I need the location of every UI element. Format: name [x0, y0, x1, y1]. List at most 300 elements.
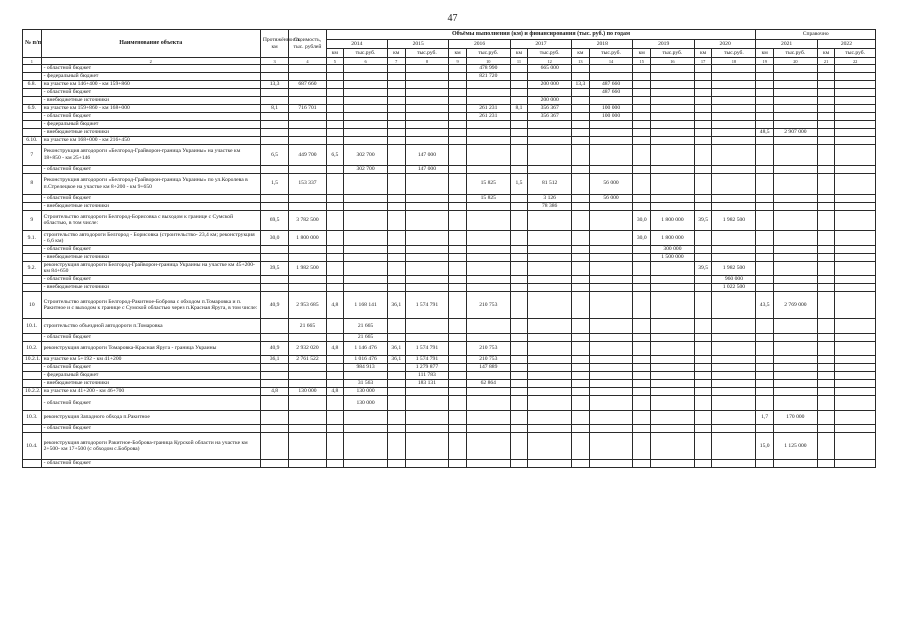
- rub-cell: [773, 424, 817, 432]
- object-name: - областной бюджет: [41, 113, 260, 121]
- km-cell: [694, 137, 712, 145]
- rub-cell: [712, 121, 756, 129]
- km-cell: [694, 89, 712, 97]
- header-unit-km: км: [694, 49, 712, 58]
- km-cell: [633, 261, 651, 275]
- rub-cell: [835, 292, 876, 319]
- rub-cell: [835, 81, 876, 89]
- km-cell: [572, 424, 590, 432]
- table-row: [23, 380, 876, 388]
- km-cell: [756, 253, 774, 261]
- rub-cell: [651, 113, 695, 121]
- length-cell: 13,3: [260, 81, 288, 89]
- km-cell: [817, 113, 835, 121]
- table-body: [23, 65, 876, 468]
- km-cell: [449, 165, 467, 173]
- table-row: [23, 284, 876, 292]
- km-cell: [449, 356, 467, 364]
- km-cell: [756, 356, 774, 364]
- length-cell: [260, 73, 288, 81]
- length-cell: [260, 372, 288, 380]
- rub-cell: [651, 65, 695, 73]
- rub-cell: [835, 231, 876, 245]
- km-cell: [387, 65, 405, 73]
- km-cell: [633, 460, 651, 468]
- column-number: 9: [449, 58, 467, 65]
- km-cell: [449, 276, 467, 284]
- rub-cell: 665 000: [528, 65, 572, 73]
- km-cell: [510, 410, 528, 424]
- length-cell: [260, 253, 288, 261]
- km-cell: [449, 396, 467, 410]
- rub-cell: [528, 73, 572, 81]
- km-cell: [756, 97, 774, 105]
- table-row: [23, 410, 876, 424]
- km-cell: [510, 356, 528, 364]
- length-cell: [260, 424, 288, 432]
- km-cell: [387, 460, 405, 468]
- rub-cell: [712, 372, 756, 380]
- column-number: 20: [773, 58, 817, 65]
- rub-cell: [835, 89, 876, 97]
- length-cell: [260, 276, 288, 284]
- rub-cell: 1 800 000: [651, 231, 695, 245]
- rub-cell: [712, 81, 756, 89]
- header-unit-rub: тыс.руб.: [528, 49, 572, 58]
- rub-cell: [344, 65, 388, 73]
- km-cell: [817, 432, 835, 459]
- km-cell: [449, 210, 467, 231]
- column-number: 6: [344, 58, 388, 65]
- header-unit-km: км: [326, 49, 344, 58]
- object-name: строительство объездной автодороги п.Томаровка: [41, 319, 260, 333]
- table-row: [23, 245, 876, 253]
- km-cell: [387, 319, 405, 333]
- rub-cell: [466, 145, 510, 166]
- rub-cell: [528, 319, 572, 333]
- rub-cell: [589, 284, 633, 292]
- rub-cell: [835, 460, 876, 468]
- km-cell: [694, 73, 712, 81]
- row-number: 6.10.: [23, 137, 42, 145]
- km-cell: [449, 261, 467, 275]
- rub-cell: [589, 292, 633, 319]
- rub-cell: [589, 210, 633, 231]
- km-cell: [817, 253, 835, 261]
- rub-cell: [589, 380, 633, 388]
- rub-cell: [712, 292, 756, 319]
- km-cell: [387, 424, 405, 432]
- column-number: 8: [405, 58, 449, 65]
- rub-cell: 147 000: [405, 165, 449, 173]
- km-cell: [449, 292, 467, 319]
- header-year: 2015: [387, 40, 448, 49]
- rub-cell: [773, 356, 817, 364]
- km-cell: [449, 333, 467, 341]
- km-cell: 36,1: [387, 292, 405, 319]
- rub-cell: [773, 231, 817, 245]
- table-row: [23, 81, 876, 89]
- km-cell: [449, 231, 467, 245]
- table-row: [23, 341, 876, 355]
- rub-cell: [651, 380, 695, 388]
- object-name: - внебюджетные источники: [41, 380, 260, 388]
- rub-cell: [773, 245, 817, 253]
- rub-cell: 1 574 791: [405, 292, 449, 319]
- km-cell: [449, 145, 467, 166]
- km-cell: [572, 231, 590, 245]
- row-number: 10.2.1.: [23, 356, 42, 364]
- km-cell: [326, 319, 344, 333]
- rub-cell: [405, 173, 449, 194]
- object-name: - федеральный бюджет: [41, 73, 260, 81]
- km-cell: [387, 432, 405, 459]
- rub-cell: [835, 333, 876, 341]
- km-cell: [572, 173, 590, 194]
- km-cell: [633, 284, 651, 292]
- rub-cell: 356 367: [528, 113, 572, 121]
- row-number: [23, 89, 42, 97]
- km-cell: [756, 460, 774, 468]
- row-number: 10.2.: [23, 341, 42, 355]
- km-cell: [756, 89, 774, 97]
- header-unit-km: км: [817, 49, 835, 58]
- rub-cell: [589, 129, 633, 137]
- km-cell: [756, 105, 774, 113]
- km-cell: [572, 388, 590, 396]
- km-cell: [387, 73, 405, 81]
- column-number: 4: [289, 58, 326, 65]
- km-cell: [510, 424, 528, 432]
- length-cell: [260, 113, 288, 121]
- km-cell: [572, 319, 590, 333]
- rub-cell: [835, 284, 876, 292]
- km-cell: [510, 372, 528, 380]
- km-cell: [449, 137, 467, 145]
- km-cell: [510, 432, 528, 459]
- rub-cell: 478 990: [466, 65, 510, 73]
- object-name: реконструкция Западного обхода п.Ракитное: [41, 410, 260, 424]
- km-cell: [387, 388, 405, 396]
- km-cell: [387, 121, 405, 129]
- rub-cell: [835, 261, 876, 275]
- object-name: - внебюджетные источники: [41, 129, 260, 137]
- km-cell: [326, 333, 344, 341]
- km-cell: [694, 341, 712, 355]
- km-cell: [326, 356, 344, 364]
- length-cell: [260, 396, 288, 410]
- km-cell: [572, 276, 590, 284]
- km-cell: [817, 372, 835, 380]
- km-cell: [449, 89, 467, 97]
- km-cell: [756, 396, 774, 410]
- cost-cell: [289, 396, 326, 410]
- km-cell: [326, 129, 344, 137]
- km-cell: [387, 261, 405, 275]
- object-name: - областной бюджет: [41, 276, 260, 284]
- rub-cell: [651, 292, 695, 319]
- table-row: [23, 364, 876, 372]
- km-cell: 43,5: [756, 292, 774, 319]
- rub-cell: [589, 231, 633, 245]
- rub-cell: [712, 432, 756, 459]
- rub-cell: 100 000: [589, 105, 633, 113]
- rub-cell: [344, 129, 388, 137]
- rub-cell: [712, 145, 756, 166]
- cost-cell: 130 000: [289, 388, 326, 396]
- km-cell: 30,0: [633, 231, 651, 245]
- table-row: [23, 121, 876, 129]
- km-cell: [326, 253, 344, 261]
- table-row: [23, 333, 876, 341]
- km-cell: [572, 65, 590, 73]
- header-volumes-by-year: Объёмы выполнения (км) и финансирования (тыс. руб.) по годам: [326, 30, 756, 40]
- rub-cell: [344, 424, 388, 432]
- km-cell: [694, 364, 712, 372]
- km-cell: [817, 356, 835, 364]
- km-cell: [326, 432, 344, 459]
- object-name: - федеральный бюджет: [41, 372, 260, 380]
- rub-cell: [344, 194, 388, 202]
- km-cell: [633, 202, 651, 210]
- rub-cell: [712, 396, 756, 410]
- object-name: на участке км 146+400 - км 159+860: [41, 81, 260, 89]
- rub-cell: 1 982 500: [712, 210, 756, 231]
- length-cell: [260, 460, 288, 468]
- rub-cell: [651, 424, 695, 432]
- cost-cell: 1 982 500: [289, 261, 326, 275]
- km-cell: [572, 261, 590, 275]
- km-cell: [694, 173, 712, 194]
- rub-cell: [773, 105, 817, 113]
- km-cell: [633, 333, 651, 341]
- rub-cell: 2 769 000: [773, 292, 817, 319]
- cost-cell: 153 337: [289, 173, 326, 194]
- rub-cell: [405, 253, 449, 261]
- km-cell: [326, 380, 344, 388]
- row-number: [23, 253, 42, 261]
- rub-cell: 821 720: [466, 73, 510, 81]
- rub-cell: 78 386: [528, 202, 572, 210]
- rub-cell: [773, 73, 817, 81]
- rub-cell: [651, 137, 695, 145]
- cost-cell: [289, 89, 326, 97]
- rub-cell: [528, 292, 572, 319]
- km-cell: [633, 396, 651, 410]
- length-cell: 8,1: [260, 105, 288, 113]
- header-unit-km: км: [756, 49, 774, 58]
- rub-cell: [344, 432, 388, 459]
- km-cell: [694, 276, 712, 284]
- row-number: [23, 202, 42, 210]
- row-number: 8: [23, 173, 42, 194]
- km-cell: [449, 388, 467, 396]
- km-cell: [572, 364, 590, 372]
- km-cell: [510, 380, 528, 388]
- km-cell: [694, 202, 712, 210]
- km-cell: 36,1: [387, 356, 405, 364]
- rub-cell: [528, 145, 572, 166]
- km-cell: [387, 380, 405, 388]
- rub-cell: [773, 333, 817, 341]
- km-cell: 6,5: [326, 145, 344, 166]
- rub-cell: [773, 121, 817, 129]
- rub-cell: [466, 137, 510, 145]
- km-cell: [387, 194, 405, 202]
- rub-cell: [528, 276, 572, 284]
- km-cell: [326, 364, 344, 372]
- rub-cell: [773, 372, 817, 380]
- rub-cell: 3 126: [528, 194, 572, 202]
- row-number: [23, 194, 42, 202]
- header-length: Протяжённость, км: [260, 30, 288, 58]
- object-name: на участке км 41+200 - км 46+700: [41, 388, 260, 396]
- km-cell: [694, 65, 712, 73]
- km-cell: [817, 424, 835, 432]
- cost-cell: [289, 424, 326, 432]
- rub-cell: 302 700: [344, 165, 388, 173]
- km-cell: [510, 396, 528, 410]
- km-cell: [756, 245, 774, 253]
- length-cell: [260, 410, 288, 424]
- table-row: [23, 129, 876, 137]
- rub-cell: [651, 165, 695, 173]
- rub-cell: [528, 410, 572, 424]
- column-number: 10: [466, 58, 510, 65]
- row-number: [23, 460, 42, 468]
- rub-cell: 200 000: [528, 97, 572, 105]
- rub-cell: [773, 210, 817, 231]
- object-name: - внебюджетные источники: [41, 284, 260, 292]
- km-cell: [633, 97, 651, 105]
- km-cell: [756, 231, 774, 245]
- column-number: 11: [510, 58, 528, 65]
- rub-cell: [712, 356, 756, 364]
- header-year: 2018: [572, 40, 633, 49]
- rub-cell: [405, 73, 449, 81]
- rub-cell: [466, 319, 510, 333]
- rub-cell: 210 753: [466, 356, 510, 364]
- rub-cell: [466, 245, 510, 253]
- rub-cell: [773, 173, 817, 194]
- km-cell: [510, 65, 528, 73]
- rub-cell: [466, 97, 510, 105]
- rub-cell: 170 000: [773, 410, 817, 424]
- rub-cell: [773, 364, 817, 372]
- cost-cell: 21 665: [289, 319, 326, 333]
- km-cell: [572, 292, 590, 319]
- rub-cell: [589, 410, 633, 424]
- rub-cell: [528, 388, 572, 396]
- km-cell: [756, 113, 774, 121]
- rub-cell: [712, 424, 756, 432]
- km-cell: [817, 284, 835, 292]
- rub-cell: [835, 210, 876, 231]
- length-cell: [260, 97, 288, 105]
- cost-cell: 716 701: [289, 105, 326, 113]
- km-cell: [326, 65, 344, 73]
- km-cell: [817, 202, 835, 210]
- rub-cell: 62 864: [466, 380, 510, 388]
- rub-cell: [589, 333, 633, 341]
- km-cell: [817, 121, 835, 129]
- rub-cell: [466, 202, 510, 210]
- km-cell: 39,5: [694, 210, 712, 231]
- km-cell: [510, 137, 528, 145]
- rub-cell: [835, 97, 876, 105]
- rub-cell: [835, 245, 876, 253]
- column-numbers-row: [23, 58, 876, 65]
- km-cell: [633, 121, 651, 129]
- km-cell: [387, 173, 405, 194]
- km-cell: [633, 73, 651, 81]
- header-object-name: Наименование объекта: [41, 30, 260, 58]
- km-cell: [817, 276, 835, 284]
- length-cell: [260, 284, 288, 292]
- object-name: Реконструкция автодороги «Белгород-Грайворон-граница Украины» на участке км 18+850 - км 25+146: [41, 145, 260, 166]
- rub-cell: [344, 121, 388, 129]
- rub-cell: [835, 319, 876, 333]
- rub-cell: [835, 121, 876, 129]
- km-cell: [326, 276, 344, 284]
- rub-cell: 210 753: [466, 341, 510, 355]
- km-cell: [694, 145, 712, 166]
- rub-cell: [528, 341, 572, 355]
- km-cell: [572, 194, 590, 202]
- rub-cell: [835, 137, 876, 145]
- object-name: - областной бюджет: [41, 65, 260, 73]
- km-cell: [510, 231, 528, 245]
- rub-cell: [405, 284, 449, 292]
- rub-cell: [405, 245, 449, 253]
- km-cell: [387, 81, 405, 89]
- header-reference: Справочно: [756, 30, 876, 40]
- km-cell: [387, 129, 405, 137]
- rub-cell: [651, 396, 695, 410]
- cost-cell: [289, 432, 326, 459]
- header-year: 2016: [449, 40, 510, 49]
- rub-cell: [712, 173, 756, 194]
- km-cell: [694, 121, 712, 129]
- km-cell: [756, 210, 774, 231]
- length-cell: [260, 129, 288, 137]
- rub-cell: [589, 424, 633, 432]
- km-cell: [694, 356, 712, 364]
- cost-cell: [289, 410, 326, 424]
- km-cell: [817, 81, 835, 89]
- rub-cell: [466, 388, 510, 396]
- rub-cell: [344, 73, 388, 81]
- row-number: 9: [23, 210, 42, 231]
- column-number: 15: [633, 58, 651, 65]
- km-cell: 39,5: [694, 261, 712, 275]
- km-cell: [817, 145, 835, 166]
- km-cell: [449, 65, 467, 73]
- header-unit-km: км: [510, 49, 528, 58]
- column-number: 22: [835, 58, 876, 65]
- km-cell: 13,3: [572, 81, 590, 89]
- rub-cell: 1 016 476: [344, 356, 388, 364]
- km-cell: [510, 145, 528, 166]
- rub-cell: [589, 73, 633, 81]
- km-cell: [449, 253, 467, 261]
- cost-cell: 687 660: [289, 81, 326, 89]
- km-cell: [326, 396, 344, 410]
- row-number: 10.1.: [23, 319, 42, 333]
- object-name: Строительство автодороги Белгород-Борисовка с выходом к границе с Сумской областью, в том числе:: [41, 210, 260, 231]
- rub-cell: [712, 194, 756, 202]
- object-name: реконструкция автодороги Томаровка-Красная Яруга - граница Украины: [41, 341, 260, 355]
